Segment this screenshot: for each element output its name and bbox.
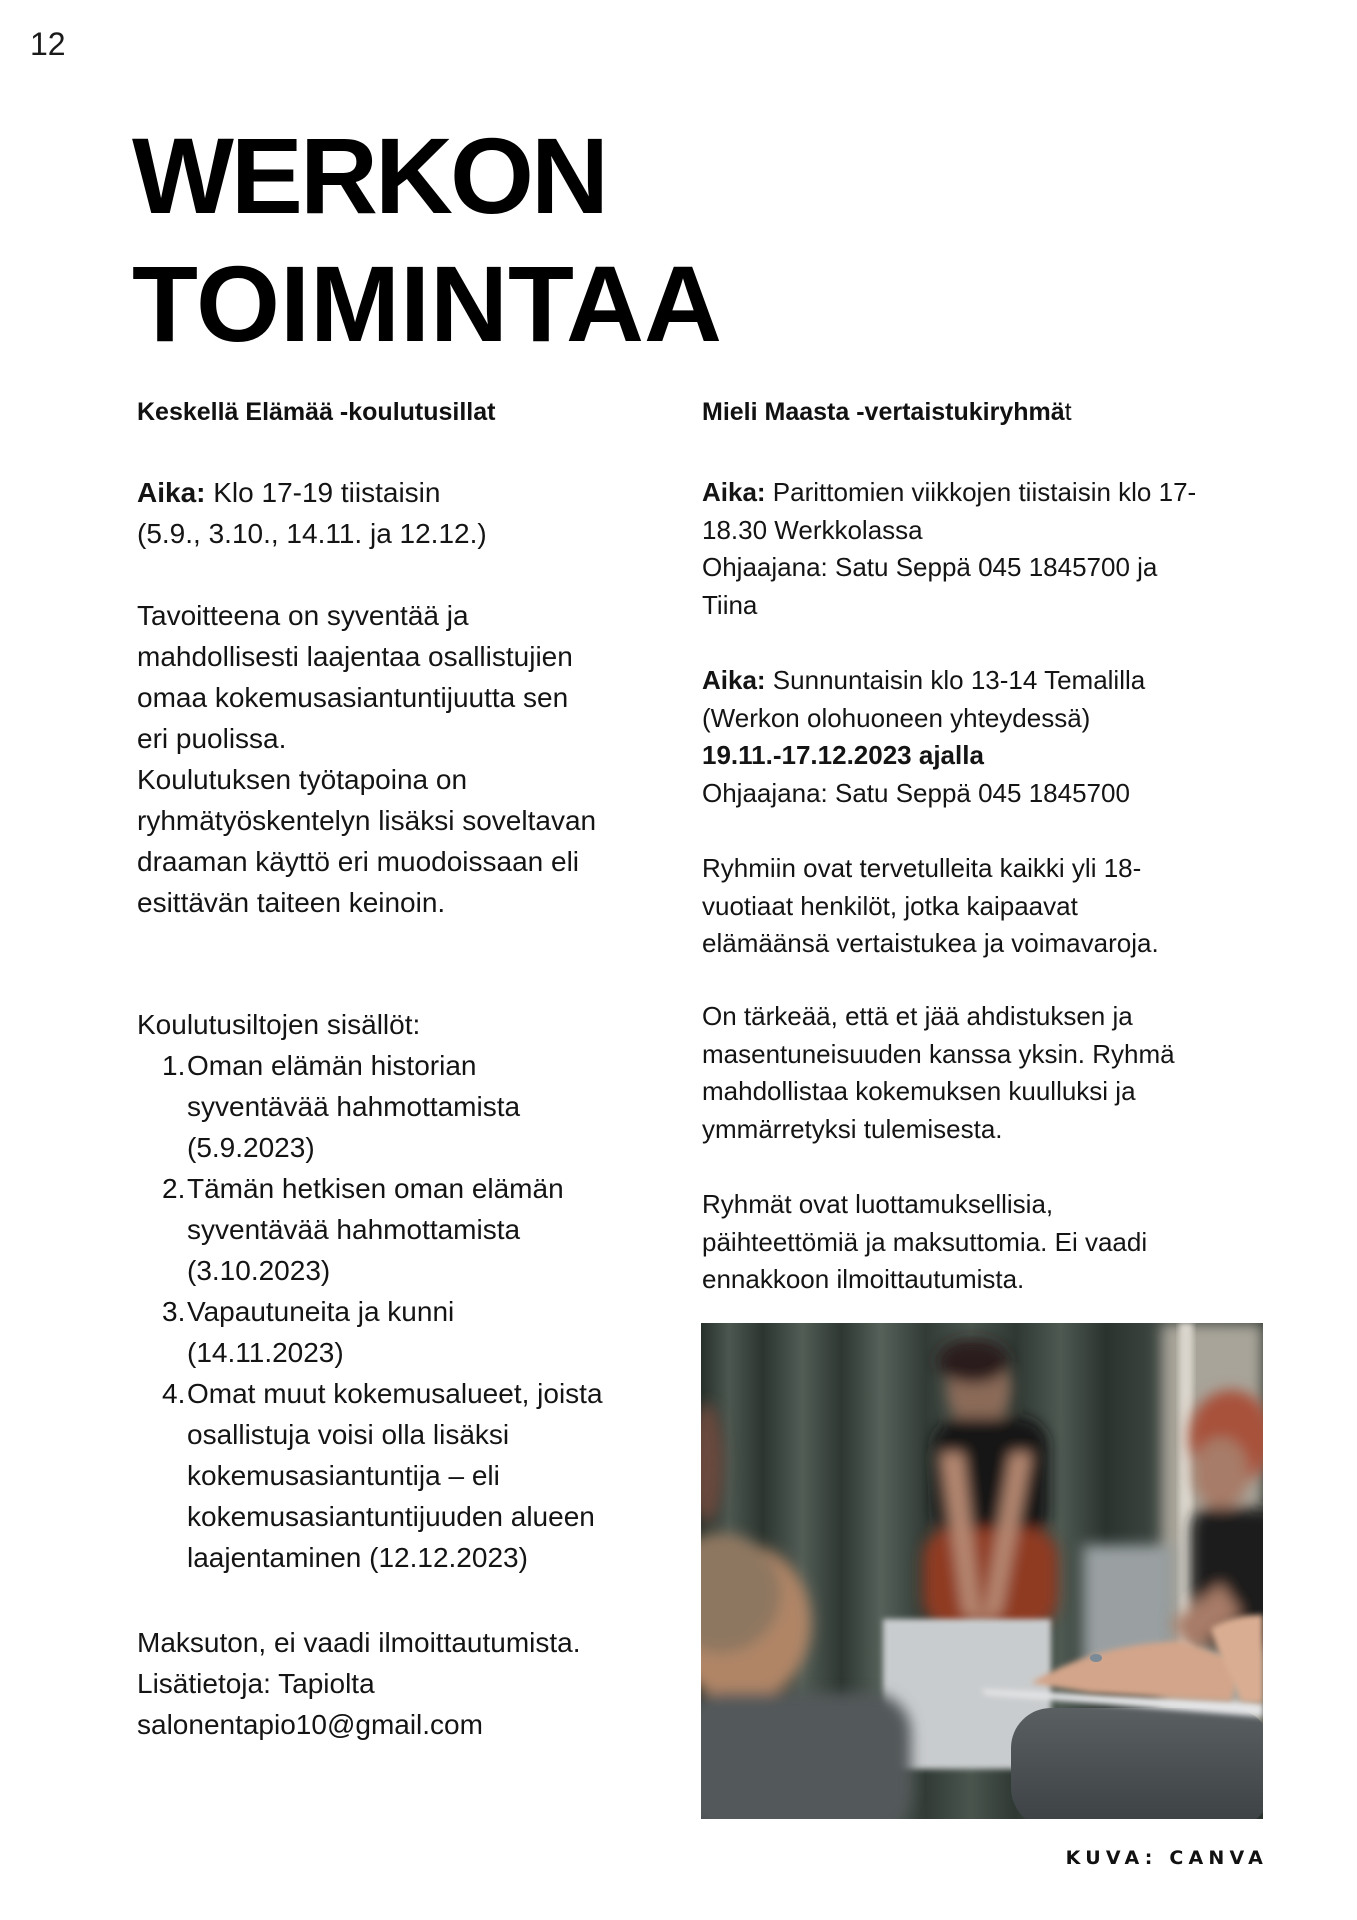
session-time-line (702, 474, 1282, 512)
paragraph-line: Ryhmiin ovat tervetulleita kaikki yli 18- (702, 853, 1142, 883)
time-text: Klo 17-19 tiistaisin (205, 477, 441, 508)
paragraph-line: Koulutuksen työtapoina on (137, 764, 468, 795)
time-label: Aika: (137, 477, 206, 508)
goal-paragraph (137, 595, 657, 759)
schedule-line (137, 472, 657, 513)
list-item-line: kokemusasiantuntijuuden alueen (187, 1501, 595, 1532)
group-photo (701, 1323, 1263, 1819)
list-item (137, 1168, 657, 1291)
time-text: Parittomien viikkojen tiistaisin klo 17- (765, 477, 1197, 507)
page-title (132, 112, 722, 368)
schedule-dates: (5.9., 3.10., 14.11. ja 12.12.) (137, 518, 487, 549)
paragraph-line: On tärkeää, että et jää ahdistuksen ja (702, 1001, 1133, 1031)
window-frame (1179, 1323, 1193, 1653)
section-heading-bold: Mieli Maasta -vertaistukiryhmä (702, 398, 1065, 426)
paragraph-line: eri puolissa. (137, 723, 287, 754)
paragraph-line: ennakkoon ilmoittautumista. (702, 1264, 1025, 1295)
paragraph-line: draaman käyttö eri muodoissaan eli (137, 846, 580, 877)
paragraph-line: vuotiaat henkilöt, jotka kaipaavat (702, 890, 1078, 921)
list-item-line: laajentaminen (12.12.2023) (187, 1542, 528, 1573)
important-paragraph (702, 998, 1282, 1148)
session-line: Tiina (702, 589, 758, 620)
list-item-line: syventävää hahmottamista (187, 1214, 521, 1245)
fee-info: Maksuton, ei vaadi ilmoittautumista. (137, 1627, 581, 1658)
paragraph-line: masentuneisuuden kanssa yksin. Ryhmä (702, 1038, 1175, 1069)
schedule-block (137, 472, 657, 554)
list-item (137, 1373, 657, 1578)
list-item-line: Tämän hetkisen oman elämän (187, 1173, 564, 1204)
list-item-line: Vapautuneita ja kunni (187, 1296, 455, 1327)
section-heading-tail: t (1064, 398, 1072, 426)
photo-credit: KUVA: CANVA (1065, 1847, 1268, 1869)
contents-block (137, 1004, 657, 1578)
list-item (137, 1291, 657, 1373)
session-time-line (702, 662, 1282, 700)
paragraph-line: ymmärretyksi tulemisesta. (702, 1113, 1003, 1144)
list-item (137, 1045, 657, 1168)
contact-email-link[interactable]: salonentapio10@gmail.com (137, 1709, 483, 1740)
session-line: 18.30 Werkkolassa (702, 514, 923, 545)
list-number: 1. (162, 1050, 186, 1081)
contents-label: Koulutusiltojen sisällöt: (137, 1009, 421, 1040)
paragraph-line: päihteettömiä ja maksuttomia. Ei vaadi (702, 1226, 1148, 1257)
list-item-line: syventävää hahmottamista (187, 1091, 521, 1122)
page-title-line-2: TOIMINTAA (132, 243, 722, 364)
session-2 (702, 662, 1282, 812)
list-item-line: Omat muut kokemusalueet, joista (187, 1378, 603, 1409)
paragraph-line: Tavoitteena on syventää ja (137, 600, 469, 631)
list-item-line: kokemusasiantuntija – eli (187, 1460, 500, 1491)
list-item-line: Oman elämän historian (187, 1050, 477, 1081)
session-leader: Ohjaajana: Satu Seppä 045 1845700 ja (702, 552, 1158, 583)
session-period: 19.11.-17.12.2023 ajalla (702, 740, 984, 771)
list-number: 3. (162, 1296, 186, 1327)
paragraph-line: mahdollisesti laajentaa osallistujien (137, 641, 573, 672)
welcome-paragraph (702, 850, 1282, 963)
page-number: 12 (30, 26, 66, 62)
session-leader: Ohjaajana: Satu Seppä 045 1845700 (702, 777, 1130, 808)
paragraph-line: esittävän taiteen keinoin. (137, 887, 446, 918)
paragraph-line: mahdollistaa kokemuksen kuulluksi ja (702, 1076, 1136, 1107)
list-item-line: osallistuja voisi olla lisäksi (187, 1419, 510, 1450)
method-paragraph (137, 759, 657, 923)
time-label: Aika: (702, 665, 766, 695)
contact-block (137, 1622, 657, 1745)
session-location: (Werkon olohuoneen yhteydessä) (702, 702, 1091, 733)
paragraph-line: elämäänsä vertaistukea ja voimavaroja. (702, 928, 1159, 959)
section-heading: Keskellä Elämää -koulutusillat (137, 398, 496, 426)
time-label: Aika: (702, 477, 766, 507)
confidential-paragraph (702, 1186, 1282, 1299)
contents-list (137, 1045, 657, 1578)
paragraph-line: omaa kokemusasiantuntijuutta sen (137, 682, 569, 713)
more-info: Lisätietoja: Tapiolta (137, 1668, 375, 1699)
paragraph-line: ryhmätyöskentelyn lisäksi soveltavan (137, 805, 597, 836)
group-photo-image (701, 1323, 1263, 1819)
list-number: 2. (162, 1173, 186, 1204)
section-heading (702, 397, 1072, 427)
list-item-line: (14.11.2023) (187, 1337, 344, 1368)
time-text: Sunnuntaisin klo 13-14 Temalilla (765, 665, 1146, 695)
list-item-line: (5.9.2023) (187, 1132, 315, 1163)
page-title-line-1: WERKON (132, 115, 606, 236)
paragraph-line: Ryhmät ovat luottamuksellisia, (702, 1189, 1054, 1219)
session-1 (702, 474, 1282, 624)
list-number: 4. (162, 1378, 186, 1409)
list-item-line: (3.10.2023) (187, 1255, 331, 1286)
